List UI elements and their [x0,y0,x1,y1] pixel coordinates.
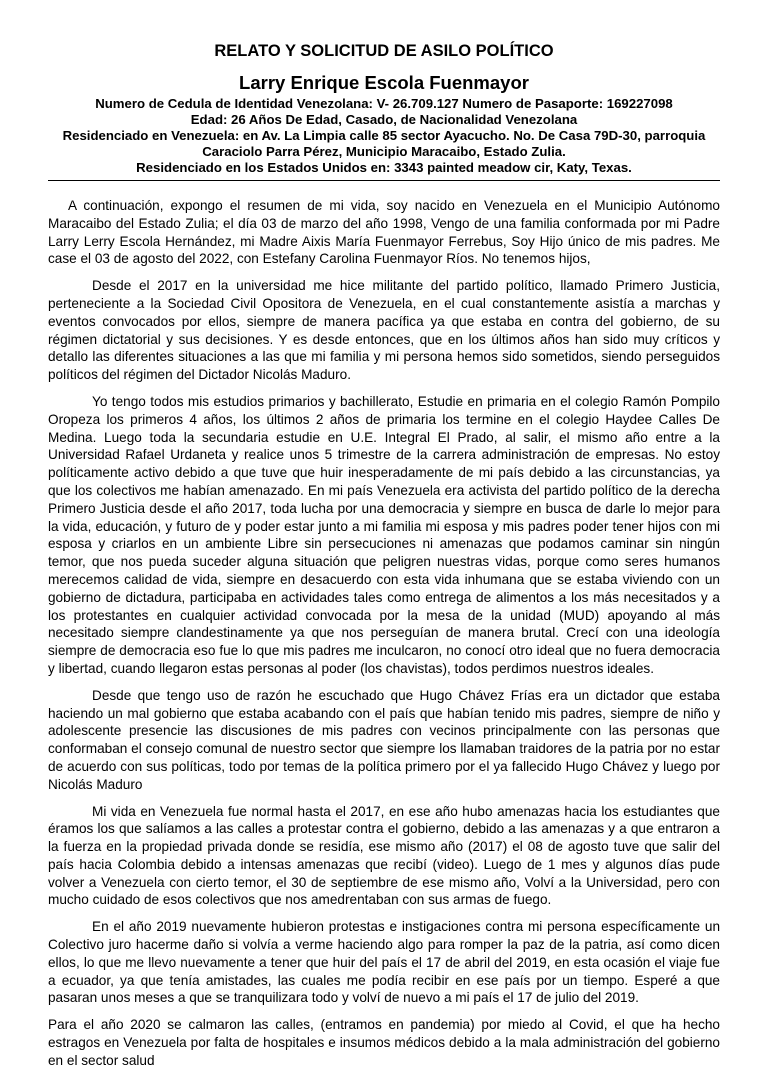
applicant-info [48,96,720,176]
id-line: Numero de Cedula de Identidad Venezolana: V- 26.709.127 Numero de Pasaporte: 169227098 [95,96,673,111]
age-line: Edad: 26 Años De Edad, Casado, de Nacionalidad Venezolana [190,112,578,127]
paragraph-party: Desde el 2017 en la universidad me hice militante del partido político, llamado Primero Justicia, perteneciente a la Sociedad Civil Opositora de Venezuela, en el cual constantemente asistía a marchas y eventos convocados por ellos, siempre de manera pacífica ya que estaba en contra del gobierno, de su régimen dictatorial y sus decisiones. Y es desde entonces, que en los últimos años han sido muy críticos y detallo las diferentes situaciones a las que mi familia y mi persona hemos sido sometidos, siendo perseguidos políticos del régimen del Dictador Nicolás Maduro. [48,278,720,383]
venezuela-address-line: Residenciado en Venezuela: en Av. La Limpia calle 85 sector Ayacucho. No. De Casa 79D-30, parroquia Caraciolo Parra Pérez, Municipio Maracaibo, Estado Zulia. [62,128,706,159]
header-divider [48,180,720,181]
paragraph-chavez: Desde que tengo uso de razón he escuchado que Hugo Chávez Frías era un dictador que estaba haciendo un mal gobierno que estaba acabando con el país que habían tenido mis padres, siempre de niño y adolescente presencie las discusiones de mis padres con vecinos principalmente con las personas que conformaban el consejo comunal de nuestro sector que siempre los llamaban traidores de la patria por no estar de acuerdo con sus políticas, todo por temas de la política primero por el ya fallecido Hugo Chávez y luego por Nicolás Maduro [48,687,720,792]
us-address-line: Residenciado en los Estados Unidos en: 3343 painted meadow cir, Katy, Texas. [136,160,632,175]
paragraph-intro: A continuación, expongo el resumen de mi vida, soy nacido en Venezuela en el Municipio Autónomo Maracaibo del Estado Zulia; el día 03 de marzo del año 1998, Vengo de una familia conformada por mi Padre Larry Lerry Escola Hernández, mi Madre Aixis María Fuenmayor Ferrebus, Soy Hijo único de mis padres. Me case el 03 de agosto del 2022, con Estefany Carolina Fuenmayor Ríos. No tenemos hijos, [48,198,720,267]
document-title: RELATO Y SOLICITUD DE ASILO POLÍTICO [214,42,554,60]
paragraph-2020: Para el año 2020 se calmaron las calles, (entramos en pandemia) por miedo al Covid, el que ha hecho estragos en Venezuela por falta de hospitales e insumos médicos debido a la mala administración del gobierno en el sector salud [48,1017,720,1068]
paragraph-2019: En el año 2019 nuevamente hubieron protestas e instigaciones contra mi persona específicamente un Colectivo juro hacerme daño si volvía a verme haciendo algo para romper la paz de la patria, así como dicen ellos, lo que me llevo nuevamente a tener que huir del país el 17 de abril del 2019, en esta ocasión el viaje fue a ecuador, ya que tenía amistades, las cuales me podía recibir en ese país por un tiempo. Esperé a que pasaran unos meses a que se tranquilizara todo y volví de nuevo a mi país el 17 de julio del 2019. [48,919,720,1006]
applicant-name: Larry Enrique Escola Fuenmayor [239,72,529,93]
paragraph-2017: Mi vida en Venezuela fue normal hasta el 2017, en ese año hubo amenazas hacia los estudiantes que éramos los que salíamos a las calles a protestar contra el gobierno, debido a las amenazas y a que entraron a la fuerza en la propiedad privada donde se residía, ese mismo año (2017) el 08 de agosto tuve que salir del país hacia Colombia debido a intensas amenazas que recibí (video). Luego de 1 mes y algunos días pude volver a Venezuela con cierto temor, el 30 de septiembre de ese mismo año, Volví a la Universidad, pero con mucho cuidado de esos colectivos que nos amedrentaban con sus armas de fuego. [48,803,720,908]
document-body [48,197,720,1070]
paragraph-education: Yo tengo todos mis estudios primarios y bachillerato, Estudie en primaria en el colegio Ramón Pompilo Oropeza los primeros 4 años, los últimos 2 años de primaria los termine en el colegio Haydee Calles De Medina. Luego toda la secundaria estudie en U.E. Integral El Prado, al salir, el mismo año entre a la Universidad Rafael Urdaneta y realice unos 5 trimestre de la carrera administración de empresas. No estoy políticamente activo debido a que tuve que huir inesperadamente de mi país debido a las circunstancias, ya que los colectivos me habían amenazado. En mi país Venezuela era activista del partido político de la derecha Primero Justicia desde el año 2017, toda lucha por una democracia y siempre en busca de darle lo mejor para la vida, educación, y futuro de y poder estar junto a mi familia mi esposa y mis padres poder tener hijos con mi esposa y criarlos en un ambiente Libre sin persecuciones ni amenazas que podamos caminar sin ningún temor, que nos pueda suceder alguna situación que peligren nuestras vidas, porque como seres humanos merecemos calidad de vida, siempre en desacuerdo con esta vida inhumana que se estaba viviendo con un gobierno de dictadura, participaba en actividades tales como entrega de alimentos a los más necesitados y a los protestantes en cualquier actividad convocada por la mesa de la unidad (MUD) apoyando al más necesitado siempre clandestinamente ya que nos perseguían de manera brutal. Crecí con una ideología siempre de democracia eso fue lo que mis padres me inculcaron, no conocí otro ideal que no fuera democracia y libertad, cuando llegaron estas personas al poder (los chavistas), todos perdimos nuestros ideales. [48,393,720,676]
